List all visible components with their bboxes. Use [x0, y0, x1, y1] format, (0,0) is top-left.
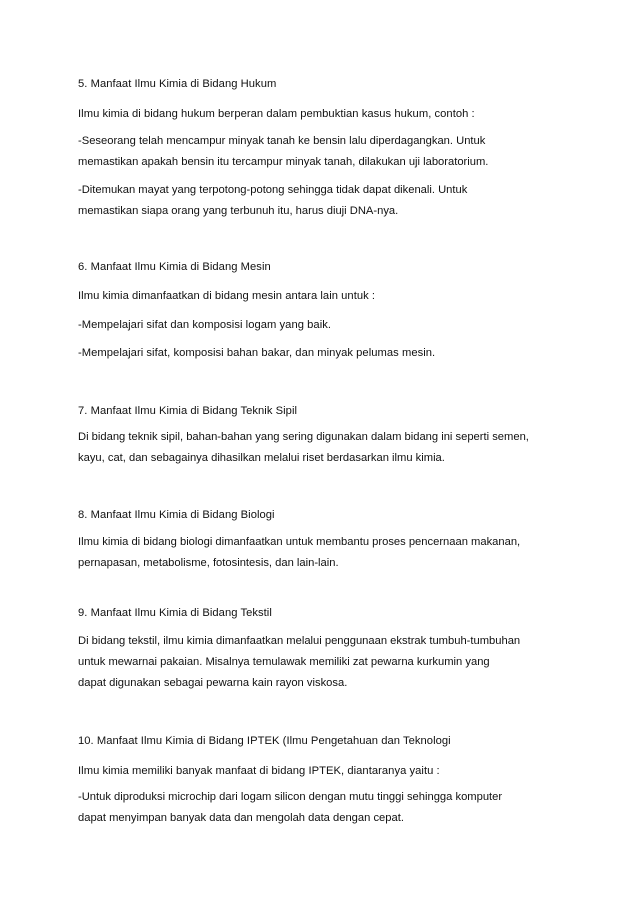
section-heading: 10. Manfaat Ilmu Kimia di Bidang IPTEK (Ilmu Pengetahuan dan Teknologi [78, 735, 451, 747]
paragraph [78, 532, 562, 574]
document-page [78, 0, 562, 903]
section-heading: 6. Manfaat Ilmu Kimia di Bidang Mesin [78, 261, 271, 273]
paragraph-line: memastikan siapa orang yang terbunuh itu, harus diuji DNA-nya. [78, 205, 399, 217]
paragraph-line: dapat digunakan sebagai pewarna kain rayon viskosa. [78, 677, 348, 689]
paragraph-line: pernapasan, metabolisme, fotosintesis, dan lain-lain. [78, 557, 339, 569]
paragraph-line: -Seseorang telah mencampur minyak tanah ke bensin lalu diperdagangkan. Untuk [78, 135, 486, 147]
paragraph [78, 787, 562, 829]
section-intro: Ilmu kimia di bidang hukum berperan dalam pembuktian kasus hukum, contoh : [78, 108, 475, 120]
paragraph-line: -Untuk diproduksi microchip dari logam silicon dengan mutu tinggi sehingga komputer [78, 791, 503, 803]
paragraph-line: Ilmu kimia di bidang biologi dimanfaatkan untuk membantu proses pencernaan makanan, [78, 536, 521, 548]
paragraph-line: Di bidang teknik sipil, bahan-bahan yang sering digunakan dalam bidang ini seperti semen, [78, 431, 529, 443]
paragraph-line: -Mempelajari sifat dan komposisi logam yang baik. [78, 319, 332, 331]
paragraph-line: kayu, cat, dan sebagainya dihasilkan melalui riset berdasarkan ilmu kimia. [78, 452, 445, 464]
paragraph-line: dapat menyimpan banyak data dan mengolah data dengan cepat. [78, 812, 404, 824]
paragraph [78, 131, 562, 173]
section-heading: 7. Manfaat Ilmu Kimia di Bidang Teknik Sipil [78, 405, 298, 417]
paragraph-line: -Ditemukan mayat yang terpotong-potong sehingga tidak dapat dikenali. Untuk [78, 184, 468, 196]
section-intro: Ilmu kimia dimanfaatkan di bidang mesin antara lain untuk : [78, 290, 376, 302]
paragraph [78, 631, 562, 694]
paragraph [78, 427, 562, 469]
paragraph-line: Di bidang tekstil, ilmu kimia dimanfaatkan melalui penggunaan ekstrak tumbuh-tumbuhan [78, 635, 521, 647]
section-heading: 5. Manfaat Ilmu Kimia di Bidang Hukum [78, 78, 277, 90]
paragraph-line: untuk mewarnai pakaian. Misalnya temulawak memiliki zat pewarna kurkumin yang [78, 656, 490, 668]
section-heading: 8. Manfaat Ilmu Kimia di Bidang Biologi [78, 509, 275, 521]
section-intro: Ilmu kimia memiliki banyak manfaat di bidang IPTEK, diantaranya yaitu : [78, 765, 440, 777]
paragraph-line: memastikan apakah bensin itu tercampur minyak tanah, dilakukan uji laboratorium. [78, 156, 489, 168]
section-heading: 9. Manfaat Ilmu Kimia di Bidang Tekstil [78, 607, 272, 619]
paragraph [78, 180, 562, 222]
paragraph-line: -Mempelajari sifat, komposisi bahan bakar, dan minyak pelumas mesin. [78, 347, 436, 359]
